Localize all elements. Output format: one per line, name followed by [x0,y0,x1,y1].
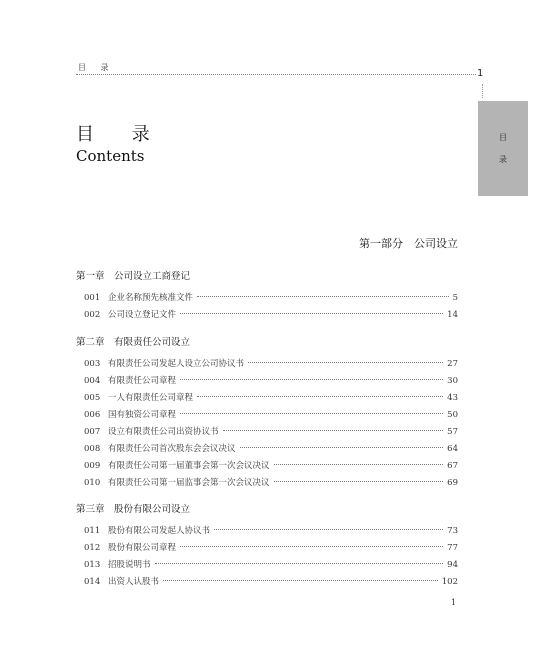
entry-page: 43 [447,393,458,403]
entry-number: 006 [84,410,101,420]
entry-page: 94 [447,560,458,570]
entry-page: 69 [447,478,458,488]
toc-entry[interactable] [84,541,458,557]
entry-title: 招股说明书 [108,560,151,570]
chapter-heading: 第一章 公司设立工商登记 [76,271,191,282]
entry-number: 009 [84,461,101,471]
entry-page: 67 [447,461,458,471]
entry-title: 国有独资公司章程 [108,410,177,420]
entry-number: 002 [84,310,101,320]
leader-dots [197,396,443,397]
entry-title: 公司设立登记文件 [108,310,177,320]
leader-dots [180,413,443,414]
leader-dots [180,379,443,380]
entry-number: 005 [84,393,101,403]
entry-title: 有限责任公司发起人设立公司协议书 [108,359,245,369]
toc-entry[interactable] [84,308,458,324]
entry-title: 企业名称预先核准文件 [108,293,194,303]
part-title: 第一部分 公司设立 [359,237,458,250]
entry-title: 出资人认股书 [108,577,160,587]
toc-entry[interactable] [84,291,458,307]
entry-page: 77 [447,543,458,553]
toc-entry[interactable] [84,408,458,424]
side-dotted-rule [482,84,483,98]
toc-entry[interactable] [84,524,458,540]
toc-entry[interactable] [84,374,458,390]
leader-dots [223,430,444,431]
entry-number: 004 [84,376,101,386]
leader-dots [240,447,444,448]
entry-title: 设立有限责任公司出资协议书 [108,427,219,437]
entry-title: 一人有限责任公司章程 [108,393,194,403]
side-tab-char: 录 [499,154,507,164]
entry-page: 30 [447,376,458,386]
entry-title: 有限责任公司首次股东会会议决议 [108,444,236,454]
toc-entry[interactable] [84,476,458,492]
side-tab [478,101,528,196]
entry-title: 有限责任公司第一届董事会第一次会议决议 [108,461,270,471]
toc-entry[interactable] [84,391,458,407]
leader-dots [214,529,443,530]
leader-dots [155,563,444,564]
entry-number: 008 [84,444,101,454]
entry-page: 27 [447,359,458,369]
entry-number: 007 [84,427,101,437]
entry-number: 010 [84,478,101,488]
leader-dots [163,580,438,581]
running-head: 目 录 [78,63,115,72]
entry-page: 57 [447,427,458,437]
toc-subtitle: Contents [76,147,145,165]
entry-page: 73 [447,526,458,536]
leader-dots [274,464,444,465]
leader-dots [274,481,444,482]
page-number-bottom: 1 [451,598,457,607]
entry-page: 5 [452,293,458,303]
entry-page: 14 [447,310,458,320]
entry-number: 011 [84,526,101,536]
entry-title: 股份有限公司章程 [108,543,177,553]
leader-dots [180,313,443,314]
entry-page: 102 [441,577,458,587]
chapter-heading: 第三章 股份有限公司设立 [76,504,191,515]
toc-entry[interactable] [84,558,458,574]
entry-page: 64 [447,444,458,454]
toc-entry[interactable] [84,357,458,373]
entry-title: 有限责任公司章程 [108,376,177,386]
toc-entry[interactable] [84,442,458,458]
leader-dots [197,296,449,297]
side-tab-char: 目 [499,132,507,142]
entry-number: 012 [84,543,101,553]
header-rule [76,74,476,75]
toc-title: 目 录 [76,124,166,145]
chapter-heading: 第二章 有限责任公司设立 [76,337,191,348]
page-number-top: 1 [477,68,484,79]
entry-title: 有限责任公司第一届监事会第一次会议决议 [108,478,270,488]
entry-title: 股份有限公司发起人协议书 [108,526,211,536]
leader-dots [180,546,443,547]
entry-page: 50 [447,410,458,420]
entry-number: 003 [84,359,101,369]
entry-number: 013 [84,560,101,570]
toc-entry[interactable] [84,425,458,441]
leader-dots [248,362,443,363]
toc-entry[interactable] [84,459,458,475]
entry-number: 014 [84,577,101,587]
entry-number: 001 [84,293,101,303]
toc-entry[interactable] [84,575,458,591]
